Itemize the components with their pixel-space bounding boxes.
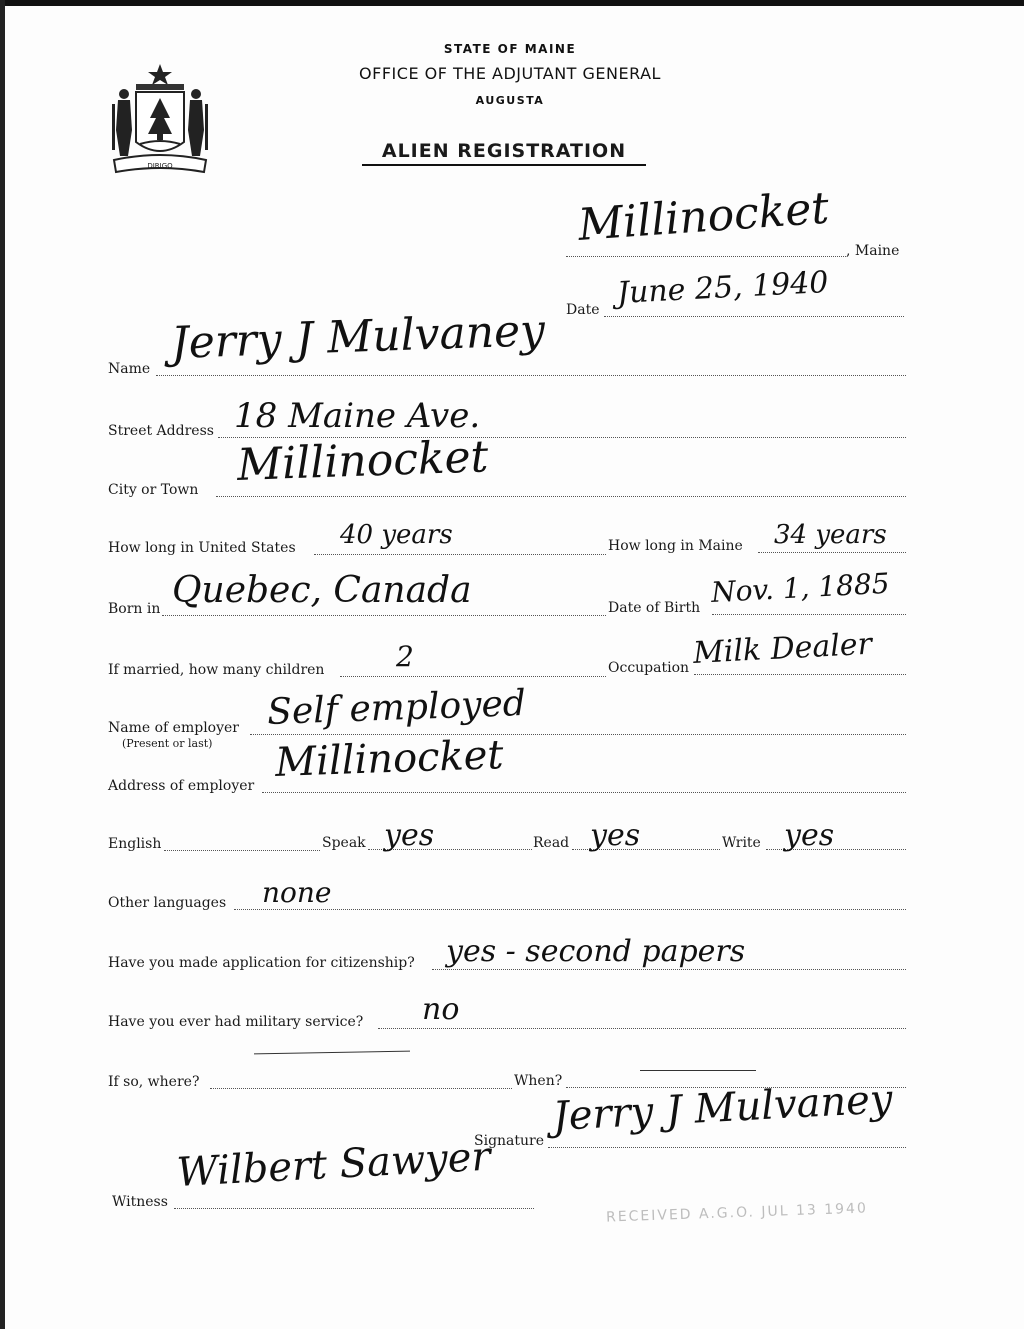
read-value: yes <box>590 818 641 853</box>
witness-line <box>174 1208 534 1209</box>
witness-label: Witness <box>112 1194 168 1210</box>
write-value: yes <box>784 818 835 853</box>
children-value: 2 <box>396 640 414 673</box>
signature-label: Signature <box>474 1133 545 1149</box>
employer-address-value: Millinocket <box>274 732 505 786</box>
scan-border-top <box>0 0 1024 6</box>
stray-mark <box>254 1051 410 1055</box>
employer-address-line <box>262 792 906 793</box>
occupation-line <box>694 674 906 675</box>
name-line <box>156 375 906 376</box>
date-value: June 25, 1940 <box>616 264 830 311</box>
occupation-value: Milk Dealer <box>692 626 873 671</box>
date-of-birth-label: Date of Birth <box>608 600 701 616</box>
how-long-us-label: How long in United States <box>108 540 296 556</box>
other-languages-value: none <box>262 876 332 909</box>
stray-mark <box>640 1070 756 1071</box>
where-label: If so, where? <box>108 1074 200 1090</box>
born-in-line <box>162 615 606 616</box>
header-office: OFFICE OF THE ADJUTANT GENERAL <box>359 64 661 83</box>
citizenship-value: yes - second papers <box>446 934 746 969</box>
other-languages-label: Other languages <box>108 895 227 911</box>
how-long-maine-line <box>758 552 906 553</box>
header-city: AUGUSTA <box>475 94 545 107</box>
how-long-maine-value: 34 years <box>774 520 887 550</box>
seal-motto: DIRIGO <box>147 162 173 170</box>
military-label: Have you ever had military service? <box>108 1014 364 1030</box>
citizenship-label: Have you made application for citizenship? <box>108 955 415 971</box>
date-of-birth-line <box>712 614 906 615</box>
where-line <box>210 1088 512 1089</box>
name-label: Name <box>108 361 151 377</box>
when-label: When? <box>514 1073 563 1089</box>
how-long-us-value: 40 years <box>340 520 453 550</box>
received-stamp: RECEIVED A.G.O. JUL 13 1940 <box>605 1200 869 1226</box>
city-label: City or Town <box>108 482 199 498</box>
town-line <box>566 256 846 257</box>
employer-name-line <box>250 734 906 735</box>
header-state: STATE OF MAINE <box>443 42 577 56</box>
how-long-maine-label: How long in Maine <box>608 538 743 554</box>
signature-line <box>548 1147 906 1148</box>
read-label: Read <box>533 835 570 851</box>
write-label: Write <box>722 835 761 851</box>
witness-value: Wilbert Sawyer <box>175 1133 492 1196</box>
english-line <box>164 850 320 851</box>
military-value: no <box>422 992 460 1027</box>
speak-value: yes <box>384 818 435 853</box>
how-long-us-line <box>314 554 606 555</box>
date-line <box>604 316 904 317</box>
name-value: Jerry J Mulvaney <box>170 304 546 369</box>
street-value: 18 Maine Ave. <box>234 396 481 436</box>
employer-sub-label: (Present or last) <box>122 737 213 750</box>
street-label: Street Address <box>108 423 214 439</box>
date-of-birth-value: Nov. 1, 1885 <box>710 566 891 609</box>
children-line <box>340 676 606 677</box>
date-label: Date <box>566 302 600 318</box>
military-line <box>378 1028 906 1029</box>
employer-name-label: Name of employer <box>108 720 239 736</box>
married-children-label: If married, how many children <box>108 662 325 678</box>
maine-state-seal-icon <box>106 60 214 182</box>
born-in-label: Born in <box>108 601 161 617</box>
citizenship-line <box>432 969 906 970</box>
born-in-value: Quebec, Canada <box>172 570 472 611</box>
english-label: English <box>108 836 162 852</box>
occupation-label: Occupation <box>608 660 690 676</box>
signature-value: Jerry J Mulvaney <box>551 1076 894 1140</box>
scan-border-left <box>0 0 5 1329</box>
form-title: ALIEN REGISTRATION <box>362 140 646 166</box>
other-languages-line <box>234 909 906 910</box>
town-value: Millinocket <box>576 182 831 251</box>
speak-label: Speak <box>322 835 366 851</box>
city-value: Millinocket <box>236 431 490 491</box>
maine-label: , Maine <box>846 243 900 259</box>
employer-address-label: Address of employer <box>108 778 255 794</box>
city-line <box>216 496 906 497</box>
employer-name-value: Self employed <box>266 682 527 733</box>
